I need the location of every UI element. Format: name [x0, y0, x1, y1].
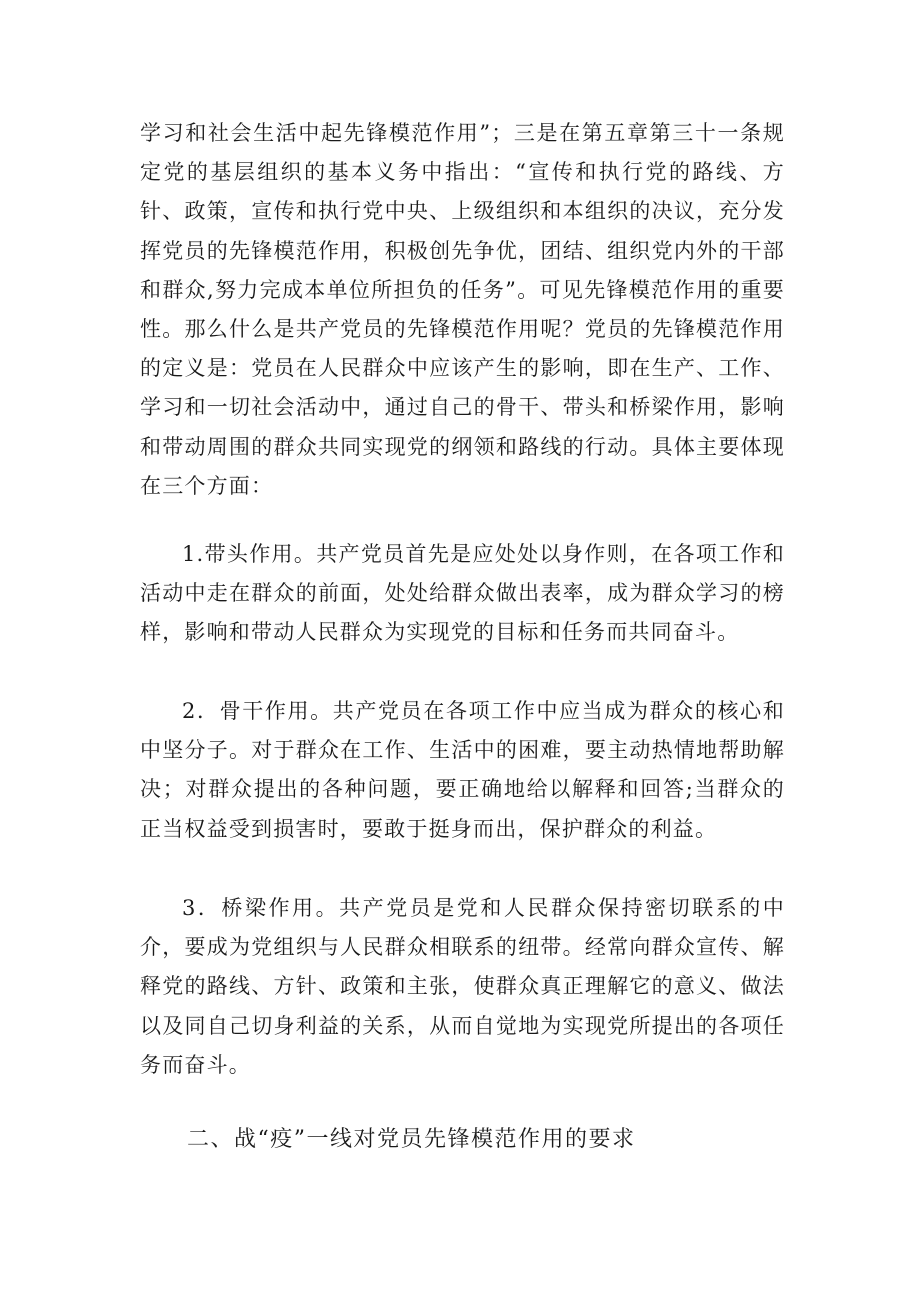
body-paragraph-leading-role: 1.带头作用。共产党员首先是应处处以身作则，在各项工作和活动中走在群众的前面，处处给群众做出表率，成为群众学习的榜样，影响和带动人民群众为实现党的目标和任务而共同奋斗。 [140, 542, 785, 645]
body-paragraph-intro: 学习和社会生活中起先锋模范作用”；三是在第五章第三十一条规定党的基层组织的基本义务中指出：“宣传和执行党的路线、方针、政策，宣传和执行党中央、上级组织和本组织的决议，充分发挥党员的先锋模范作用，积极创先争优，团结、组织党内外的干部和群众,努力完成本单位所担负的任务”。可见先锋模范作用的重要性。那么什么是共产党员的先锋模范作用呢？党员的先锋模范作用的定义是：党员在人民群众中应该产生的影响，即在生产、工作、学习和一切社会活动中，通过自己的骨干、带头和桥梁作用，影响和带动周围的群众共同实现党的纲领和路线的行动。具体主要体现在三个方面： [140, 121, 785, 498]
section-heading: 二、战“疫”一线对党员先锋模范作用的要求 [187, 1127, 636, 1152]
body-paragraph-bridge-role: 3．桥梁作用。共产党员是党和人民群众保持密切联系的中介，要成为党组织与人民群众相联系的纽带。经常向群众宣传、解释党的路线、方针、政策和主张，使群众真正理解它的意义、做法以及同自己切身利益的关系，从而自觉地为实现党所提出的各项任务而奋斗。 [140, 896, 785, 1077]
body-paragraph-backbone-role: 2．骨干作用。共产党员在各项工作中应当成为群众的核心和中坚分子。对于群众在工作、生活中的困难，要主动热情地帮助解决；对群众提出的各种问题，要正确地给以解释和回答;当群众的正当权益受到损害时，要敢于挺身而出，保护群众的利益。 [140, 699, 785, 841]
